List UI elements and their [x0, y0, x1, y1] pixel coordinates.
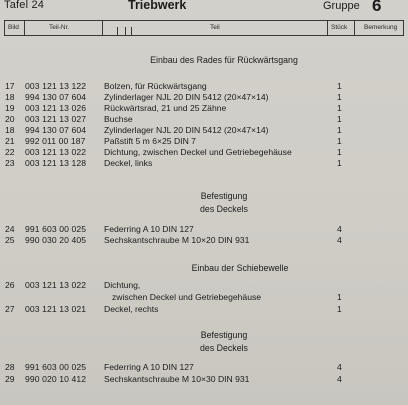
quantity: 1 — [337, 158, 342, 168]
table-row — [0, 92, 408, 103]
quantity: 1 — [337, 81, 342, 91]
quantity: 1 — [337, 292, 342, 302]
part-description: Bolzen, für Rückwärtsgang — [104, 81, 207, 91]
part-number: 003 121 13 021 — [25, 304, 87, 314]
part-number: 991 603 00 025 — [25, 224, 87, 234]
column-tick — [131, 27, 132, 35]
part-number: 003 121 13 027 — [25, 114, 87, 124]
section-title: Befestigung — [200, 330, 248, 340]
section-title: des Deckels — [200, 204, 248, 214]
table-row — [0, 374, 408, 385]
table-row — [0, 114, 408, 125]
gruppe-label: Gruppe — [323, 0, 360, 12]
part-description: Deckel, rechts — [104, 304, 159, 314]
part-number: 991 603 00 025 — [25, 362, 87, 372]
table-row — [0, 280, 408, 291]
table-row — [0, 292, 408, 303]
part-description: Federring A 10 DIN 127 — [104, 362, 194, 372]
bild-number: 18 — [5, 125, 15, 135]
part-description: Rückwärtsrad, 21 und 25 Zähne — [104, 103, 227, 113]
part-number: 003 121 13 022 — [25, 280, 87, 290]
table-row — [0, 235, 408, 246]
bild-number: 29 — [5, 374, 15, 384]
part-description: Dichtung, zwischen Deckel und Getriebegehäuse — [104, 147, 292, 157]
bild-number: 24 — [5, 224, 15, 234]
quantity: 1 — [337, 114, 342, 124]
quantity: 1 — [337, 103, 342, 113]
table-row — [0, 147, 408, 158]
column-divider — [354, 21, 355, 35]
part-description: Zylinderlager NJL 20 DIN 5412 (20×47×14) — [104, 92, 269, 102]
quantity: 4 — [337, 235, 342, 245]
table-row — [0, 304, 408, 315]
bild-number: 25 — [5, 235, 15, 245]
part-description: zwischen Deckel und Getriebegehäuse — [112, 292, 262, 302]
part-number: 990 020 10 412 — [25, 374, 87, 384]
part-number: 003 121 13 128 — [25, 158, 87, 168]
part-description: Zylinderlager NJL 20 DIN 5412 (20×47×14) — [104, 125, 269, 135]
part-number: 003 121 13 022 — [25, 147, 87, 157]
table-row — [0, 224, 408, 235]
quantity: 1 — [337, 92, 342, 102]
part-description: Sechskantschraube M 10×30 DIN 931 — [104, 374, 250, 384]
bild-number: 18 — [5, 92, 15, 102]
quantity: 1 — [337, 125, 342, 135]
page-title: Triebwerk — [128, 0, 187, 12]
quantity: 4 — [337, 224, 342, 234]
col-stueck: Stück — [331, 24, 348, 31]
col-teil: Teil — [210, 24, 220, 31]
col-teil-nr: Teil-Nr. — [49, 24, 70, 31]
part-description: Paßstift 5 m 6×25 DIN 7 — [104, 136, 196, 146]
part-description: Deckel, links — [104, 158, 153, 168]
page-header — [0, 0, 408, 14]
column-header-row — [4, 20, 404, 36]
part-description: Dichtung, — [104, 280, 141, 290]
bild-number: 28 — [5, 362, 15, 372]
bild-number: 19 — [5, 103, 15, 113]
column-tick — [125, 27, 126, 35]
part-number: 994 130 07 604 — [25, 92, 87, 102]
part-description: Federring A 10 DIN 127 — [104, 224, 194, 234]
col-bemerkung: Bemerkung — [364, 24, 398, 31]
quantity: 4 — [337, 374, 342, 384]
section-title: Einbau des Rades für Rückwärtsgang — [150, 55, 298, 65]
section-title: Befestigung — [200, 191, 248, 201]
section-title: Einbau der Schiebewelle — [191, 263, 289, 273]
table-row — [0, 136, 408, 147]
part-number: 003 121 13 026 — [25, 103, 87, 113]
column-divider — [327, 21, 328, 35]
bild-number: 17 — [5, 81, 15, 91]
bild-number: 23 — [5, 158, 15, 168]
part-number: 992 011 00 187 — [25, 136, 86, 146]
bild-number: 26 — [5, 280, 15, 290]
column-divider — [102, 21, 103, 35]
bild-number: 21 — [5, 136, 15, 146]
table-row — [0, 103, 408, 114]
table-row — [0, 158, 408, 169]
quantity: 1 — [337, 147, 342, 157]
part-description: Buchse — [104, 114, 133, 124]
table-row — [0, 125, 408, 136]
quantity: 1 — [337, 304, 342, 314]
section-title: des Deckels — [200, 343, 248, 353]
col-bild: Bild — [8, 24, 19, 31]
part-number: 003 121 13 122 — [25, 81, 87, 91]
bild-number: 22 — [5, 147, 15, 157]
tafel-label: Tafel 24 — [4, 0, 45, 11]
quantity: 4 — [337, 362, 342, 372]
quantity: 1 — [337, 136, 342, 146]
part-number: 994 130 07 604 — [25, 125, 87, 135]
table-row — [0, 362, 408, 373]
gruppe-number: 6 — [372, 0, 382, 15]
column-divider — [24, 21, 25, 35]
bild-number: 20 — [5, 114, 15, 124]
part-description: Sechskantschraube M 10×20 DIN 931 — [104, 235, 250, 245]
part-number: 990 030 20 405 — [25, 235, 87, 245]
table-row — [0, 81, 408, 92]
bild-number: 27 — [5, 304, 15, 314]
column-tick — [117, 27, 118, 35]
